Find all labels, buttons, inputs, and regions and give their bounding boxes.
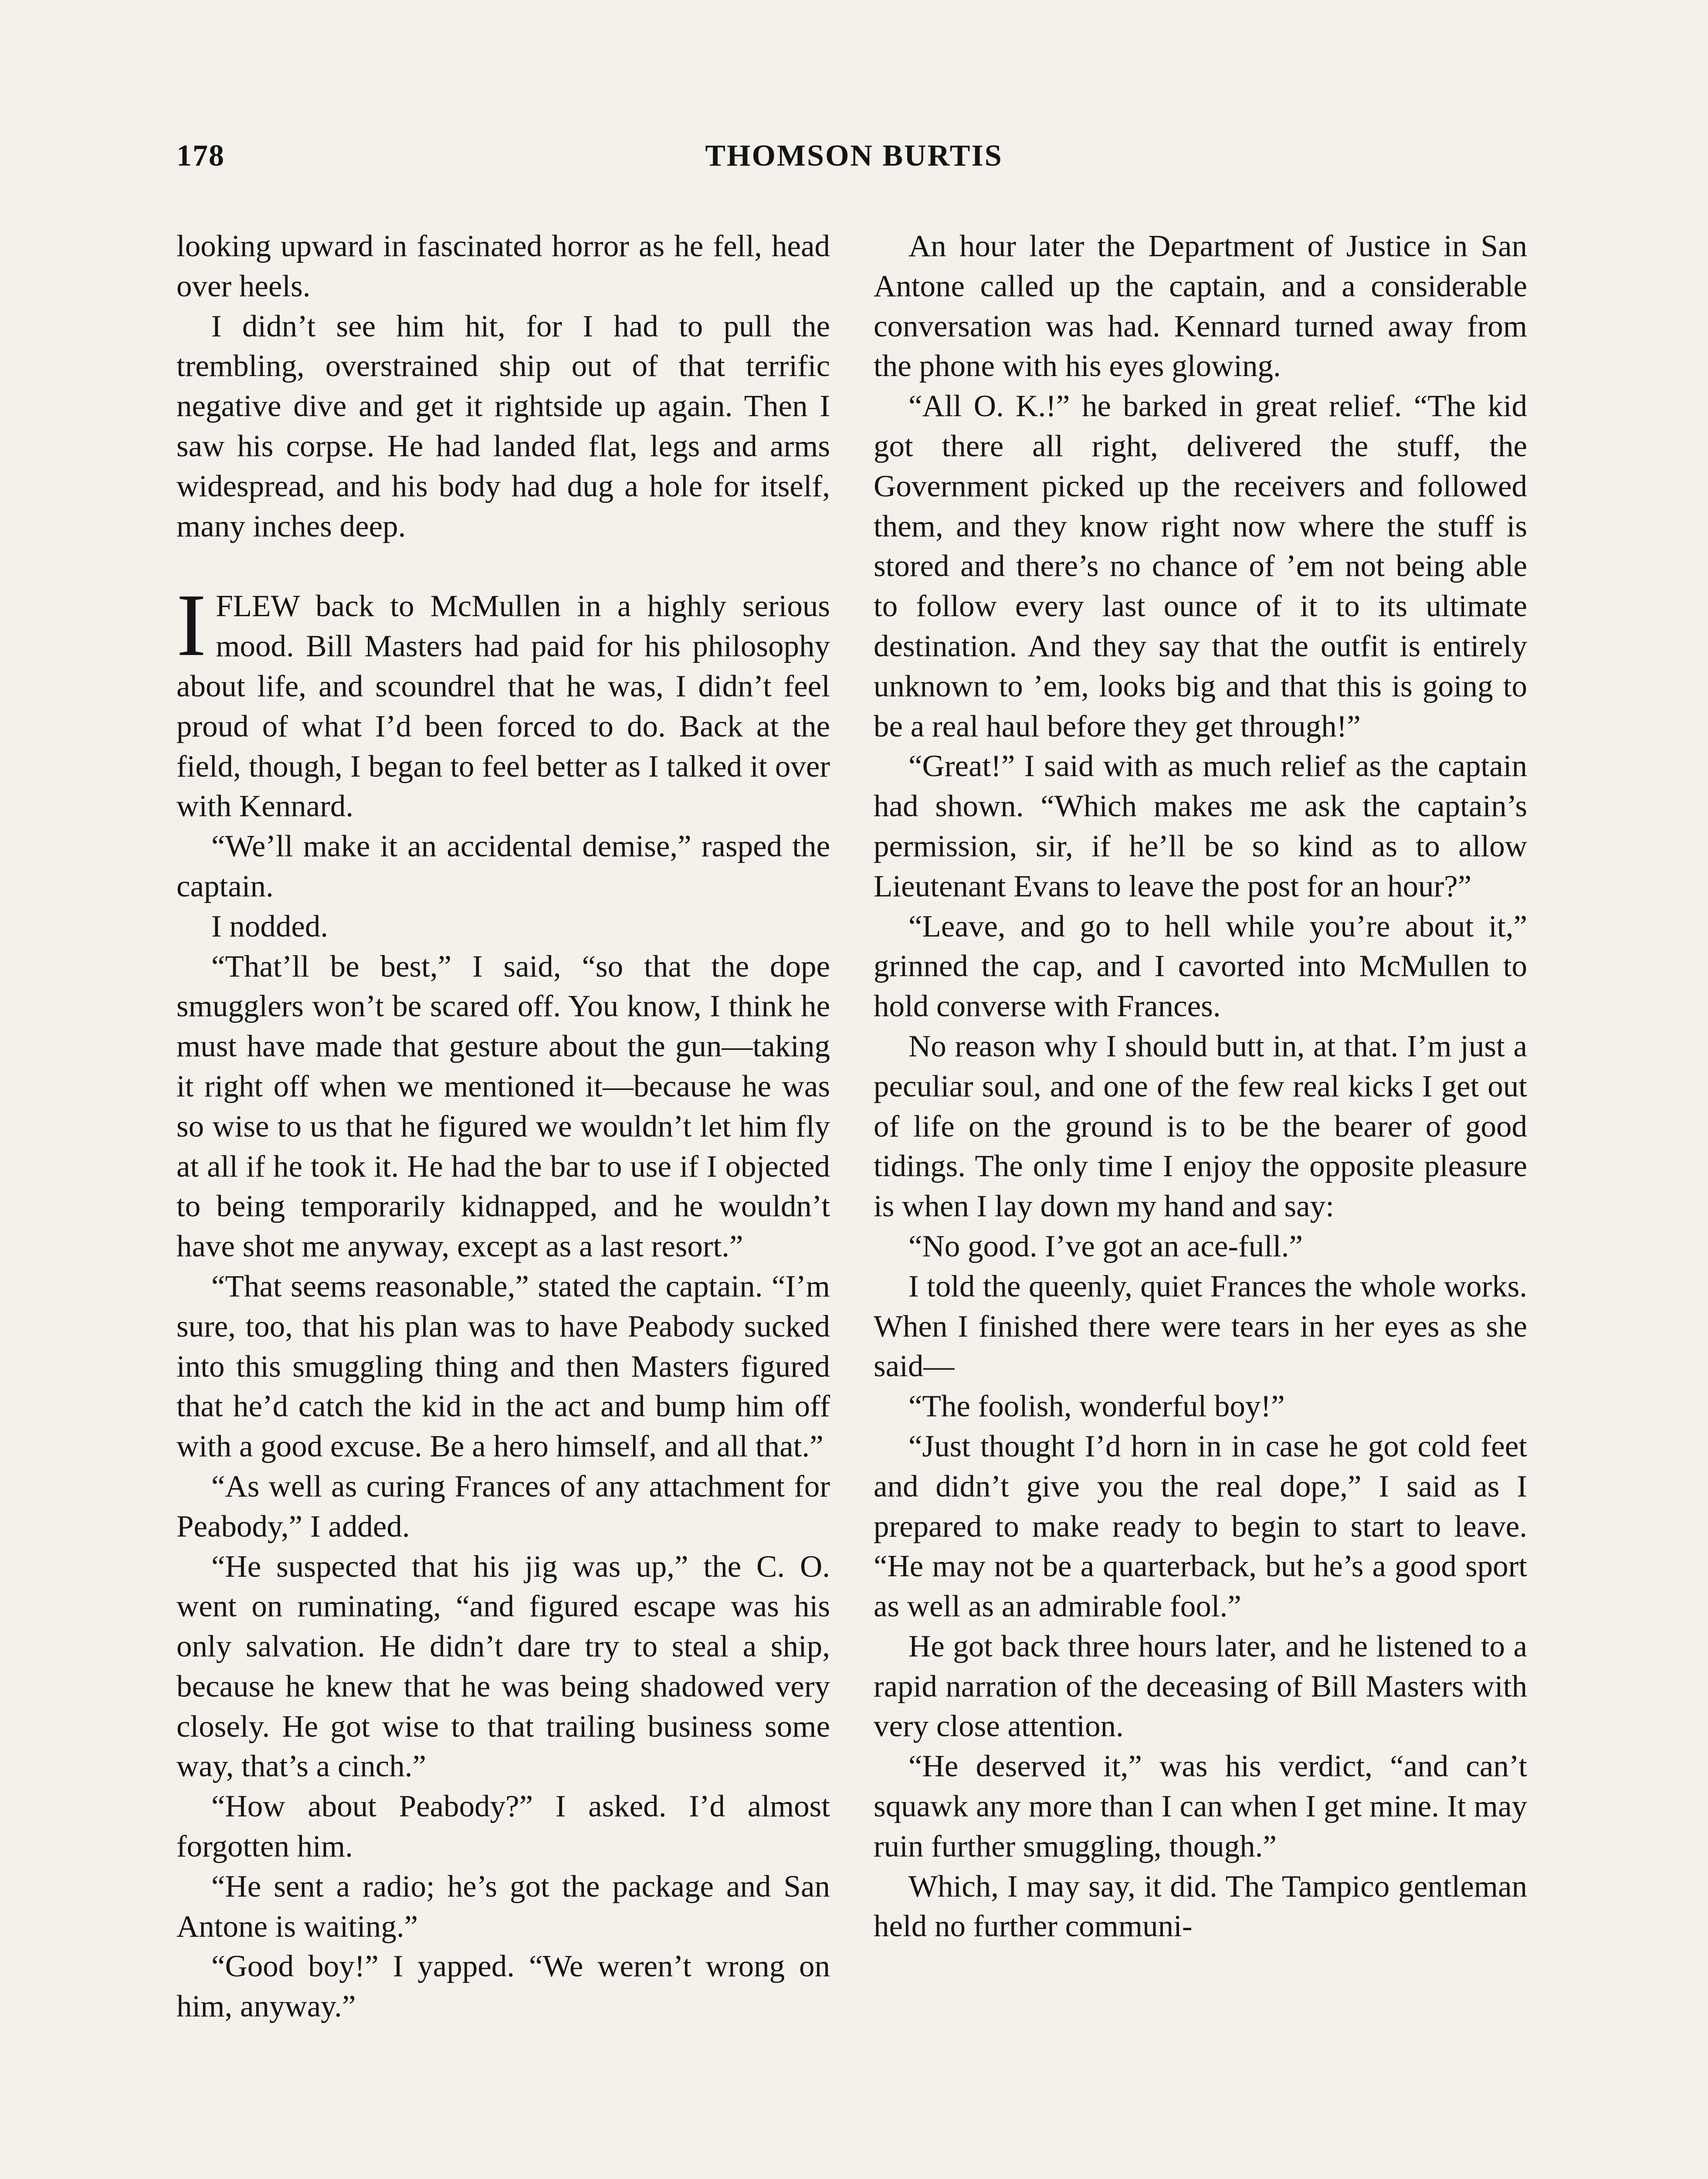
paragraph: “Leave, and go to hell while you’re about it,” grinned the cap, and I cavorted into McMullen to hold converse with Frances. <box>874 909 1527 1024</box>
running-head: THOMSON BURTIS <box>705 139 1003 173</box>
paragraph: “Great!” I said with as much relief as the captain had shown. “Which makes me ask the captain’s permission, sir, if he’ll be so kind as to allow Lieutenant Evans to leave the post for an hour?” <box>874 749 1527 903</box>
paragraph: I told the queenly, quiet Frances the whole works. When I finished there were tears in her eyes as she said— <box>874 1269 1527 1384</box>
paragraph: No reason why I should butt in, at that. I’m just a peculiar soul, and one of the few real kicks I get out of life on the ground is to be the bearer of good tidings. The only time I enjoy the opposite pleasure is when I lay down my hand and say: <box>874 1029 1527 1224</box>
paragraph: “That’ll be best,” I said, “so that the dope smugglers won’t be scared off. You know, I think he must have made that gesture about the gun—taking it right off when we mentioned it—because he was so wise to us that he figured we wouldn’t let him fly at all if he took it. He had the bar to use if I objected to being temporarily kidnapped, and he wouldn’t have shot me anyway, except as a last resort.” <box>176 949 830 1264</box>
paragraph: “No good. I’ve got an ace-full.” <box>908 1229 1303 1263</box>
paragraph: “Just thought I’d horn in in case he got cold feet and didn’t give you the real dope,” I said as I prepared to make ready to begin to start to leave. “He may not be a quarterback, but he’s a good sport as well as an admirable fool.” <box>874 1429 1527 1624</box>
section-start-paragraph <box>176 576 830 827</box>
paragraph: “He suspected that his jig was up,” the C. O. went on ruminating, “and figured escape was his only salvation. He didn’t dare try to steal a ship, because he knew that he was being shadowed very closely. He got wise to that trailing business some way, that’s a cinch.” <box>176 1549 830 1784</box>
paragraph: “We’ll make it an accidental demise,” rasped the captain. <box>176 829 830 903</box>
paragraph: “As well as curing Frances of any attachment for Peabody,” I added. <box>176 1469 830 1544</box>
paragraph: Which, I may say, it did. The Tampico gentleman held no further communi- <box>874 1869 1527 1944</box>
paragraph: “He sent a radio; he’s got the package and San Antone is waiting.” <box>176 1869 830 1944</box>
right-column <box>874 227 1527 1947</box>
paragraph-text: FLEW back to McMullen in a highly serious mood. Bill Masters had paid for his philosophy about life, and scoundrel that he was, I didn’t feel proud of what I’d been forced to do. Back at the field, though, I began to feel better as I talked it over with Kennard. <box>176 589 830 824</box>
paragraph: “That seems reasonable,” stated the captain. “I’m sure, too, that his plan was to have Peabody sucked into this smuggling thing and then Masters figured that he’d catch the kid in the act and bump him off with a good excuse. Be a hero himself, and all that.” <box>176 1269 830 1464</box>
paragraph: I didn’t see him hit, for I had to pull the trembling, overstrained ship out of that terrific negative dive and get it rightside up again. Then I saw his corpse. He had landed flat, legs and arms widespread, and his body had dug a hole for itself, many inches deep. <box>176 309 830 543</box>
paragraph: “He deserved it,” was his verdict, “and can’t squawk any more than I can when I get mine. It may ruin further smuggling, though.” <box>874 1749 1527 1863</box>
paragraph: “Good boy!” I yapped. “We weren’t wrong on him, anyway.” <box>176 1949 830 2024</box>
paragraph: An hour later the Department of Justice in San Antone called up the captain, and a considerable conversation was had. Kennard turned away from the phone with his eyes glowing. <box>874 229 1527 384</box>
paragraph: “The foolish, wonderful boy!” <box>908 1389 1285 1424</box>
left-column <box>176 227 830 2027</box>
page-header <box>176 139 1532 191</box>
paragraph: “How about Peabody?” I asked. I’d almost forgotten him. <box>176 1789 830 1864</box>
paragraph: He got back three hours later, and he listened to a rapid narration of the deceasing of Bill Masters with very close attention. <box>874 1629 1527 1744</box>
drop-cap: I <box>176 576 207 675</box>
paragraph: “All O. K.!” he barked in great relief. “The kid got there all right, delivered the stuff, the Government picked up the receivers and followed them, and they know right now where the stuff is stored and there’s no chance of ’em not being able to follow every last ounce of it to its ultimate destination. And they say that the outfit is entirely unknown to ’em, looks big and that this is going to be a real haul before they get through!” <box>874 389 1527 743</box>
paragraph: I nodded. <box>211 909 329 944</box>
paragraph: looking upward in fascinated horror as he fell, head over heels. <box>176 229 830 303</box>
page-number: 178 <box>176 139 225 173</box>
